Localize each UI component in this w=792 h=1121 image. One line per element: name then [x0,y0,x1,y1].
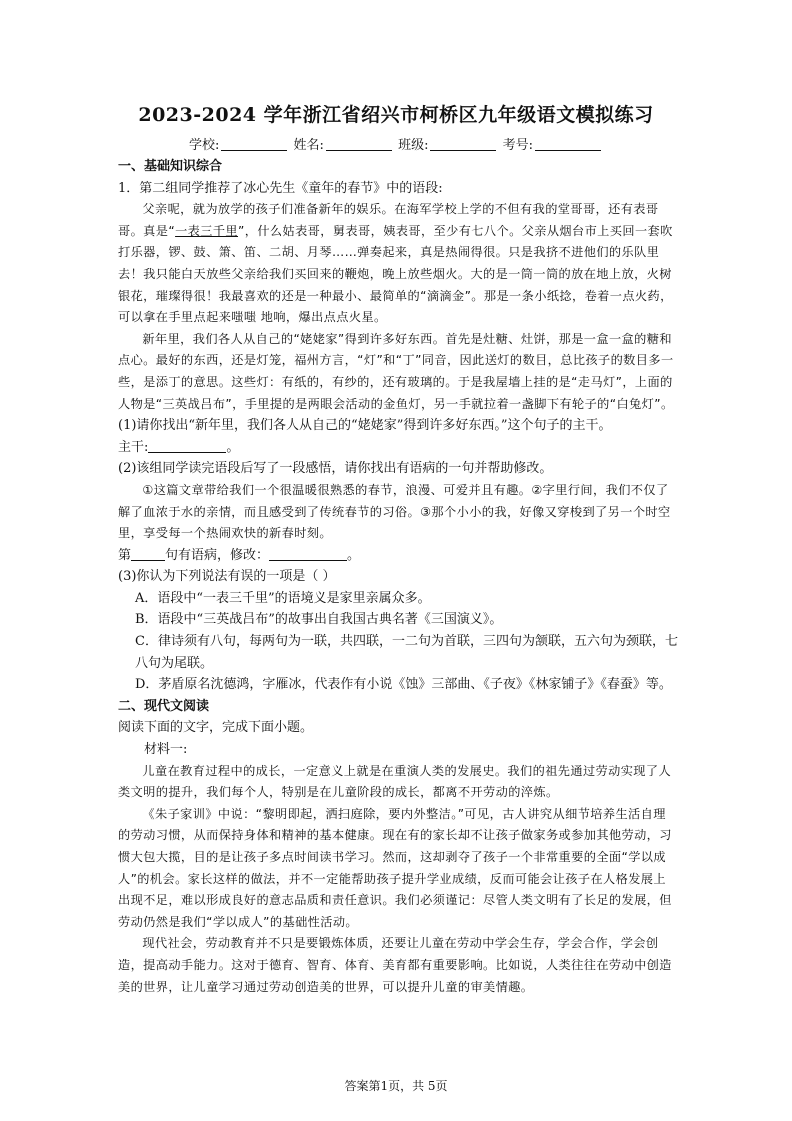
option-b: B．语段中“三英战吕布”的故事出自我国古典名著《三国演义》。 [135,612,503,628]
material-paragraph-2: 《朱子家训》中说：“黎明即起，洒扫庭除，要内外整洁。”可见，古人讲究从细节培养生活自理的劳动习惯，从而保持身体和精神的基本健康。现在有的家长却不让孩子做家务或参加其他劳动，习惯大包大揽，目的是让孩子多点时间读书学习。然而，这却剥夺了孩子一个非常重要的全面“学以成人”的机会。家长这样的做法，并不一定能帮助孩子提升学业成绩，反而可能会让孩子在人格发展上出现不足，难以形成良好的意志品质和责任意识。我们必须谨记：尽管人类文明有了长足的发展，但劳动仍然是我们“学以成人”的基础性活动。 [118,806,672,929]
exam-number-label: 考号: [502,138,533,153]
sentence-number-blank [131,547,165,561]
subquestion-2-answer: 第 句有语病，修改： 。 [118,547,361,563]
answer-blank [148,439,226,453]
section-heading-reading: 二、现代文阅读 [118,698,210,714]
material-paragraph-1: 儿童在教育过程中的成长，一定意义上就是在重演人类的发展史。我们的祖先通过劳动实现了人类文明的提升，我们每个人，特别是在儿童阶段的成长，都离不开劳动的淬炼。 [118,763,672,800]
page-title: 2023-2024 学年浙江省绍兴市柯桥区九年级语文模拟练习 [138,104,654,126]
material-paragraph-3: 现代社会，劳动教育并不只是要锻炼体质，还要让儿童在劳动中学会生存，学会合作，学会创造，提高动手能力。这对于德育、智育、体育、美育都有重要影响。比如说，人类往往在劳动中创造美的世界，让儿童学习通过劳动创造美的世界，可以提升儿童的审美情趣。 [118,936,672,994]
section-heading-basic: 一、基础知识综合 [118,159,223,174]
name-blank [326,137,392,151]
revision-blank [269,547,347,561]
reading-instruction: 阅读下面的文字，完成下面小题。 [118,720,314,736]
underlined-phrase: 一表三千里 [175,223,239,238]
option-c: C．律诗须有八句，每两句为一联，共四联，一二句为首联，三四句为颔联，五六句为颈联，七八句为尾联。 [135,634,678,671]
subquestion-1: (1)请你找出“新年里，我们各人从自己的“姥姥家”得到许多好东西。”这个句子的主干。 [118,418,612,434]
student-info-line [0,134,792,153]
subquestion-2-passage: ①这篇文章带给我们一个很温暖很熟悉的春节，浪漫、可爱并且有趣。②字里行间，我们不仅了解了血浓于水的亲情，而且感受到了传统春节的习俗。③那个小小的我，好像又穿梭到了另一个时空里，享受每一个热闹欢快的新春时刻。 [118,482,671,541]
subquestion-2: (2)该组同学读完语段后写了一段感悟，请你找出有语病的一句并帮助修改。 [118,461,553,477]
exam-number-blank [535,137,601,151]
name-label: 姓名: [293,138,324,153]
option-d: D．茅盾原名沈德鸿，字雁冰，代表作有小说《蚀》三部曲、《子夜》《林家铺子》《春蚕》等。 [135,677,672,693]
material-label: 材料一: [144,742,188,758]
exam-body [118,156,678,998]
passage-paragraph-2: 新年里，我们各人从自己的“姥姥家”得到许多好东西。首先是灶糖、灶饼，那是一盒一盒的糖和点心。最好的东西，还是灯笼，福州方言，“灯”和“丁”同音，因此送灯的数目，总比孩子的数目多一些，是添丁的意思。这些灯：有纸的，有纱的，还有玻璃的。于是我屋墙上挂的是“走马灯”，上面的人物是“三英战吕布”，手里提的是两眼会活动的金鱼灯，另一手就拉着一盏脚下有轮子的“白兔灯”。 [118,331,674,411]
school-blank [221,137,287,151]
school-label: 学校: [189,138,220,153]
class-blank [430,137,496,151]
subquestion-1-answer: 主干: 。 [118,439,240,455]
class-label: 班级: [398,138,429,153]
question-1-intro: 1．第二组同学推荐了冰心先生《童年的春节》中的语段: [118,180,443,196]
subquestion-3: (3)你认为下列说法有误的一项是（ ） [118,569,336,585]
page-footer: 答案第1页，共 5页 [344,1079,448,1093]
passage-paragraph-1: 父亲呢，就为放学的孩子们准备新年的娱乐。在海军学校上学的不但有我的堂哥哥，还有表哥哥。真是“一表三千里”，什么姑表哥，舅表哥，姨表哥，至少有七八个。父亲从烟台市上买回一套吹打乐器，锣、鼓、箫、笛、二胡、月琴……弹奏起来，真是热闹得很。只是我挤不进他们的乐队里去！我只能白天放些父亲给我们买回来的鞭炮，晚上放些烟火。大的是一筒一筒的放在地上放，火树银花，璀璨得很！我最喜欢的还是一种最小、最简单的“滴滴金”。那是一条小纸捻，卷着一点火药，可以拿在手里点起来嗤嗤 地响，爆出点点火星。 [118,202,673,325]
option-a: A．语段中“一表三千里”的语境义是家里亲属众多。 [135,590,431,606]
